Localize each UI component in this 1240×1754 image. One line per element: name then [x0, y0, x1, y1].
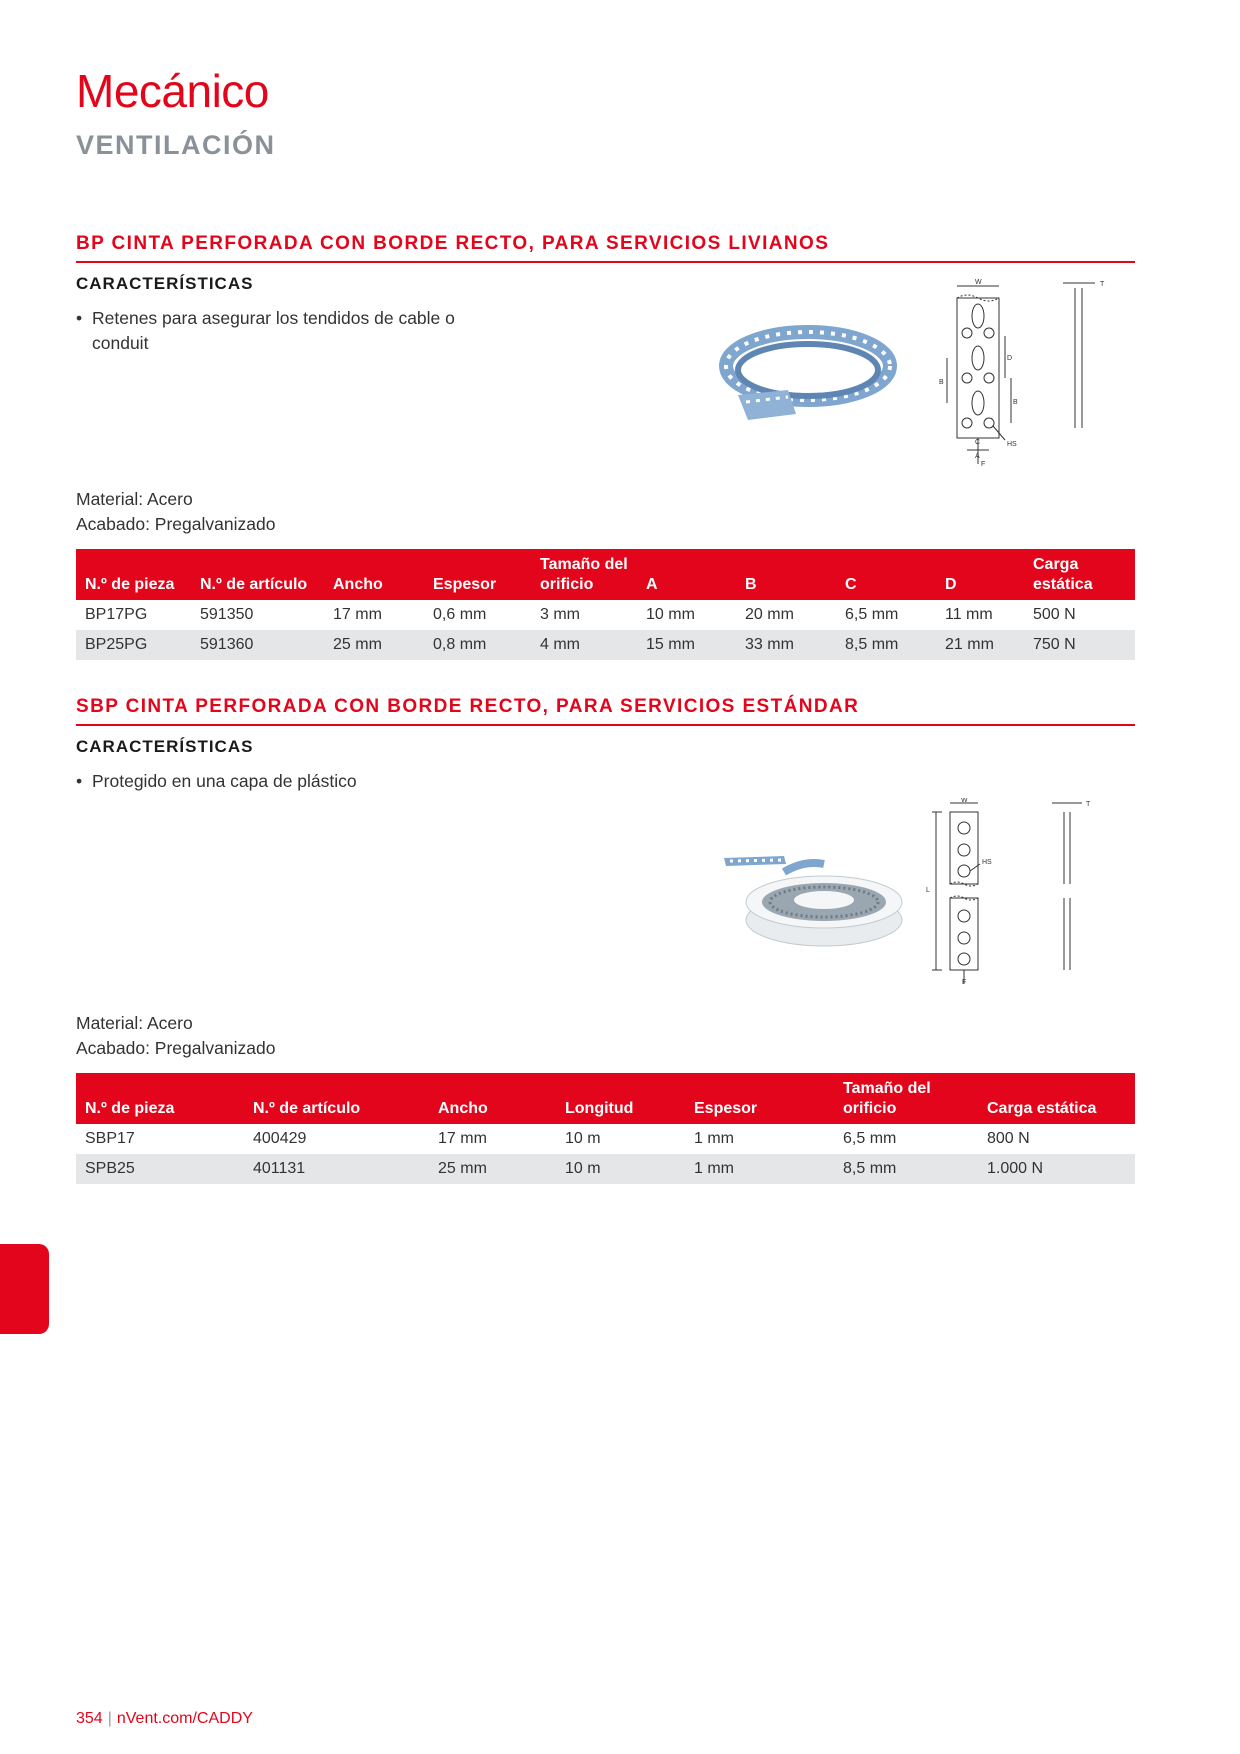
table-cell: 10 m [565, 1130, 601, 1147]
table-cell: 25 mm [429, 1154, 556, 1184]
strap-coil-inner [738, 344, 878, 396]
bullet-dot: • [76, 771, 83, 791]
table-header: N.º de pieza [76, 549, 191, 600]
sbp-roll-photo [724, 850, 904, 950]
table-header: Longitud [556, 1073, 685, 1124]
drawing-label: A [975, 453, 980, 460]
table-cell: 15 mm [637, 630, 736, 660]
table-header: B [736, 549, 836, 600]
table-cell: 6,5 mm [843, 1130, 897, 1147]
table-cell: BP17PG [85, 606, 148, 623]
drawing-label: T [1100, 281, 1105, 288]
table-header: Tamaño del orificio [834, 1073, 978, 1124]
feature-text: Retenes para asegurar los tendidos de cable o conduit [92, 308, 455, 353]
features-heading: CARACTERÍSTICAS [76, 274, 254, 293]
drawing-label: T [1086, 801, 1091, 808]
table-cell: 11 mm [945, 606, 993, 623]
spec-table [76, 1073, 1135, 1184]
drawing-label: D [1007, 355, 1013, 362]
table-cell: 1 mm [694, 1130, 734, 1147]
feature-text: Protegido en una capa de plástico [92, 771, 357, 791]
table-header: N.º de pieza [76, 1073, 244, 1124]
bullet-dot: • [76, 308, 83, 328]
table-header: Espesor [424, 549, 531, 600]
strap-outline-top [950, 812, 978, 884]
table-cell: 10 m [556, 1154, 685, 1184]
feature-item [76, 306, 476, 356]
strap-outline-bottom [950, 898, 978, 970]
table-cell: 4 mm [531, 630, 637, 660]
table-header: Tamaño del orificio [531, 549, 637, 600]
table-cell: 6,5 mm [845, 606, 899, 623]
table-cell: 17 mm [333, 606, 382, 623]
drawing-label: C [975, 439, 981, 446]
drawing-label: L [926, 887, 930, 894]
spec-table [76, 549, 1135, 660]
table-header-row [76, 549, 1135, 600]
table-cell: 400429 [253, 1130, 307, 1147]
table-cell: 33 mm [736, 630, 836, 660]
table-cell: 1.000 N [978, 1154, 1135, 1184]
drawing-label: HS [982, 859, 992, 866]
section-title: SBP CINTA PERFORADA CON BORDE RECTO, PARA SERVICIOS ESTÁNDAR [76, 696, 1135, 726]
table-cell: 25 mm [324, 630, 424, 660]
table-header: Ancho [429, 1073, 556, 1124]
roll-hub [794, 891, 854, 909]
table-cell: 8,5 mm [836, 630, 936, 660]
table-row [76, 600, 1135, 630]
table-header: Carga estática [1024, 549, 1135, 600]
table-cell: 10 mm [646, 606, 695, 623]
bp-strap-photo [718, 310, 898, 430]
feature-item [76, 769, 476, 794]
page-subtitle: VENTILACIÓN [76, 130, 276, 160]
finish-text: Acabado: Pregalvanizado [76, 514, 276, 534]
strap-end [738, 390, 796, 420]
drawing-label: B [1013, 399, 1018, 406]
table-cell: 21 mm [936, 630, 1024, 660]
table-cell: 17 mm [438, 1130, 487, 1147]
table-header: A [637, 549, 736, 600]
page-number: 354 [76, 1710, 103, 1727]
table-cell: 591350 [200, 606, 254, 623]
drawing-label: F [962, 979, 967, 986]
footer-separator: | [107, 1710, 112, 1727]
table-header: Espesor [685, 1073, 834, 1124]
table-row [76, 630, 1135, 660]
material-text: Material: Acero [76, 1013, 193, 1033]
page-title: Mecánico [76, 65, 269, 117]
table-cell: 800 N [987, 1130, 1030, 1147]
table-header: Ancho [324, 549, 424, 600]
table-cell: SPB25 [76, 1154, 244, 1184]
table-cell: 0,8 mm [424, 630, 531, 660]
table-header: D [936, 549, 1024, 600]
strap-outline [957, 298, 999, 438]
footer [76, 1710, 253, 1728]
features-heading: CARACTERÍSTICAS [76, 737, 254, 756]
table-cell: BP25PG [76, 630, 191, 660]
drawing-label: HS [1007, 441, 1017, 448]
table-header: N.º de artículo [191, 549, 324, 600]
table-cell: 1 mm [685, 1154, 834, 1184]
table-cell: 20 mm [745, 606, 794, 623]
table-cell: 3 mm [540, 606, 580, 623]
table-cell: 750 N [1024, 630, 1135, 660]
table-cell: SBP17 [85, 1130, 135, 1147]
sbp-technical-drawing [920, 798, 1100, 988]
footer-site-link[interactable]: nVent.com/CADDY [116, 1710, 253, 1727]
section-title: BP CINTA PERFORADA CON BORDE RECTO, PARA SERVICIOS LIVIANOS [76, 233, 1135, 263]
table-cell: 401131 [244, 1154, 429, 1184]
table-cell: 591360 [191, 630, 324, 660]
table-cell: 500 N [1033, 606, 1076, 623]
table-header-row [76, 1073, 1135, 1124]
drawing-label: W [961, 798, 968, 804]
drawing-label: W [975, 279, 982, 286]
bp-technical-drawing [935, 278, 1115, 468]
table-row [76, 1124, 1135, 1154]
table-header: C [836, 549, 936, 600]
material-text: Material: Acero [76, 489, 193, 509]
table-header: Carga estática [978, 1073, 1135, 1124]
table-header: N.º de artículo [244, 1073, 429, 1124]
finish-text: Acabado: Pregalvanizado [76, 1038, 276, 1058]
table-cell: 8,5 mm [834, 1154, 978, 1184]
drawing-label: F [981, 461, 986, 468]
table-cell: 0,6 mm [433, 606, 487, 623]
table-row [76, 1154, 1135, 1184]
drawing-label: B [939, 379, 944, 386]
chapter-side-tab [0, 1244, 49, 1334]
